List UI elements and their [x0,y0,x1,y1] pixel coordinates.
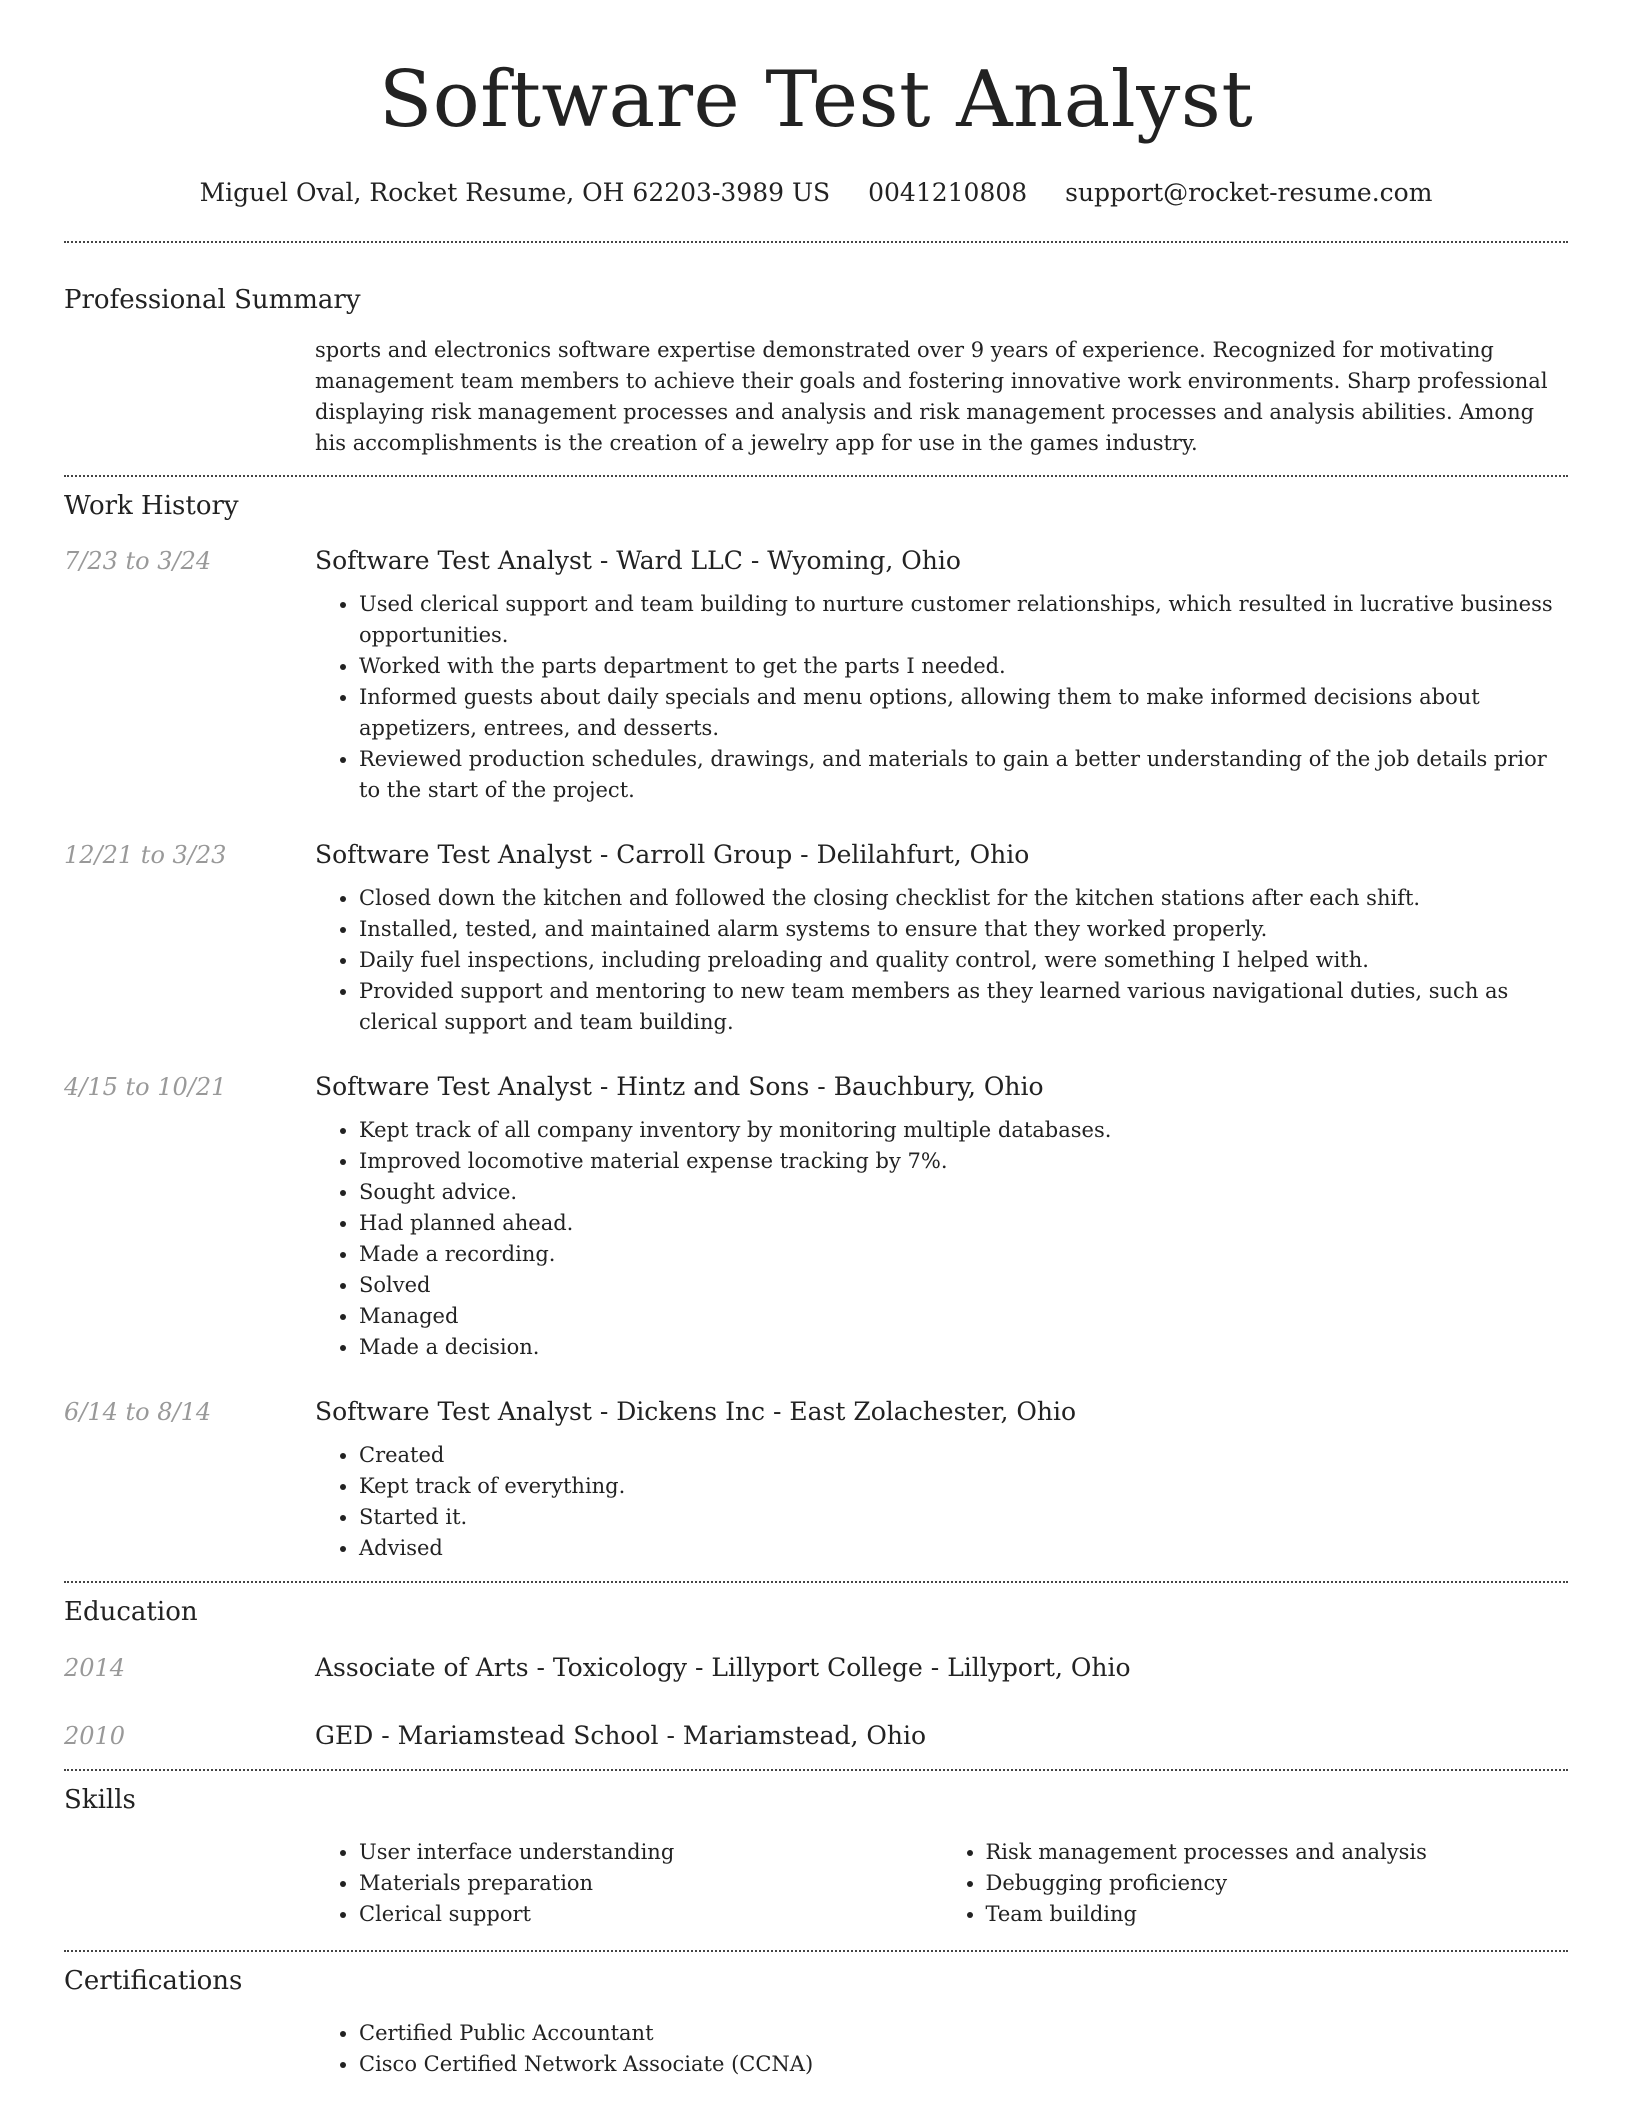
job-dates: 4/15 to 10/21 [64,1073,227,1101]
education-year: 2010 [64,1722,126,1750]
section-heading-work: Work History [64,491,239,521]
list-item: • Advised [359,1533,1568,1564]
list-item: • Improved locomotive material expense tracking by 7%. [359,1146,1568,1177]
list-item: • Worked with the parts department to get the parts I needed. [359,651,1568,682]
job-dates: 7/23 to 3/24 [64,547,212,575]
list-item: • Certified Public Accountant [359,2018,1568,2049]
job-entry [64,1070,1568,1363]
list-item: • Closed down the kitchen and followed the closing checklist for the kitchen stations after each shift. [359,883,1568,914]
contact-email: support@rocket-resume.com [1065,178,1433,207]
section-heading-education: Education [64,1597,198,1627]
list-item: • Had planned ahead. [359,1208,1568,1239]
job-title: Software Test Analyst - Hintz and Sons - Bauchbury, Ohio [315,1072,1044,1101]
section-heading-certifications: Certifications [64,1966,243,1996]
section-heading-summary: Professional Summary [64,285,361,315]
skills-grid [315,1837,1568,1930]
contact-address: Miguel Oval, Rocket Resume, OH 62203-3989 US [199,178,831,207]
list-item: • Risk management processes and analysis [986,1837,1569,1868]
job-bullets [315,1440,1568,1564]
list-item: • Started it. [359,1502,1568,1533]
education-section [64,1595,1568,1753]
list-item: • Clerical support [359,1899,942,1930]
education-entry [64,1719,1568,1753]
skills-section [64,1783,1568,1930]
list-item: • Sought advice. [359,1177,1568,1208]
job-bullets [315,1115,1568,1363]
divider [64,475,1568,477]
education-year: 2014 [64,1654,126,1682]
list-item: • Daily fuel inspections, including preloading and quality control, were something I helped with. [359,945,1568,976]
list-item: • Made a recording. [359,1239,1568,1270]
divider [64,1950,1568,1952]
section-heading-skills: Skills [64,1785,136,1815]
list-item: • Reviewed production schedules, drawings, and materials to gain a better understanding of the job details prior to the start of the project. [359,744,1568,806]
job-entry [64,838,1568,1038]
list-item: • Materials preparation [359,1868,942,1899]
certifications-section [64,1964,1568,2080]
job-dates: 6/14 to 8/14 [64,1398,212,1426]
job-title: Software Test Analyst - Dickens Inc - East Zolachester, Ohio [315,1397,1077,1426]
job-title: Software Test Analyst - Ward LLC - Wyoming, Ohio [315,546,961,575]
list-item: • Installed, tested, and maintained alarm systems to ensure that they worked properly. [359,914,1568,945]
list-item: • Kept track of all company inventory by monitoring multiple databases. [359,1115,1568,1146]
list-item: • Cisco Certified Network Associate (CCNA) [359,2049,1568,2080]
education-title: Associate of Arts - Toxicology - Lillyport College - Lillyport, Ohio [315,1653,1131,1682]
certifications-list [315,2018,1568,2080]
summary-section [64,283,1568,459]
list-item: • Team building [986,1899,1569,1930]
resume-header [64,0,1568,210]
list-item: • Kept track of everything. [359,1471,1568,1502]
list-item: • Made a decision. [359,1332,1568,1363]
skills-list-right [942,1837,1569,1930]
education-entry [64,1651,1568,1685]
page-title: Software Test Analyst [378,55,1254,145]
list-item: • Managed [359,1301,1568,1332]
contact-line [64,176,1568,210]
job-bullets [315,883,1568,1038]
list-item: • Created [359,1440,1568,1471]
divider [64,1581,1568,1583]
list-item: • User interface understanding [359,1837,942,1868]
job-title: Software Test Analyst - Carroll Group - Delilahfurt, Ohio [315,840,1030,869]
divider [64,241,1568,243]
list-item: • Provided support and mentoring to new team members as they learned various navigational duties, such as clerical support and team building. [359,976,1568,1038]
list-item: • Used clerical support and team building to nurture customer relationships, which resulted in lucrative business opportunities. [359,589,1568,651]
work-history-section [64,489,1568,1564]
job-bullets [315,589,1568,806]
list-item: • Solved [359,1270,1568,1301]
job-entry [64,544,1568,806]
skills-list-left [315,1837,942,1930]
list-item: • Debugging proficiency [986,1868,1569,1899]
summary-text: sports and electronics software expertise demonstrated over 9 years of experience. Recognized for motivating management team members to achieve their goals and fostering innovative work environments. Sharp professional displaying risk management processes and analysis and risk management processes and analysis abilities. Among his accomplishments is the creation of a jewelry app for use in the games industry. [315,338,1548,455]
contact-phone: 0041210808 [868,178,1028,207]
list-item: • Informed guests about daily specials and menu options, allowing them to make informed decisions about appetizers, entrees, and desserts. [359,682,1568,744]
job-entry [64,1395,1568,1564]
job-dates: 12/21 to 3/23 [64,841,227,869]
education-title: GED - Mariamstead School - Mariamstead, Ohio [315,1721,927,1750]
divider [64,1769,1568,1771]
